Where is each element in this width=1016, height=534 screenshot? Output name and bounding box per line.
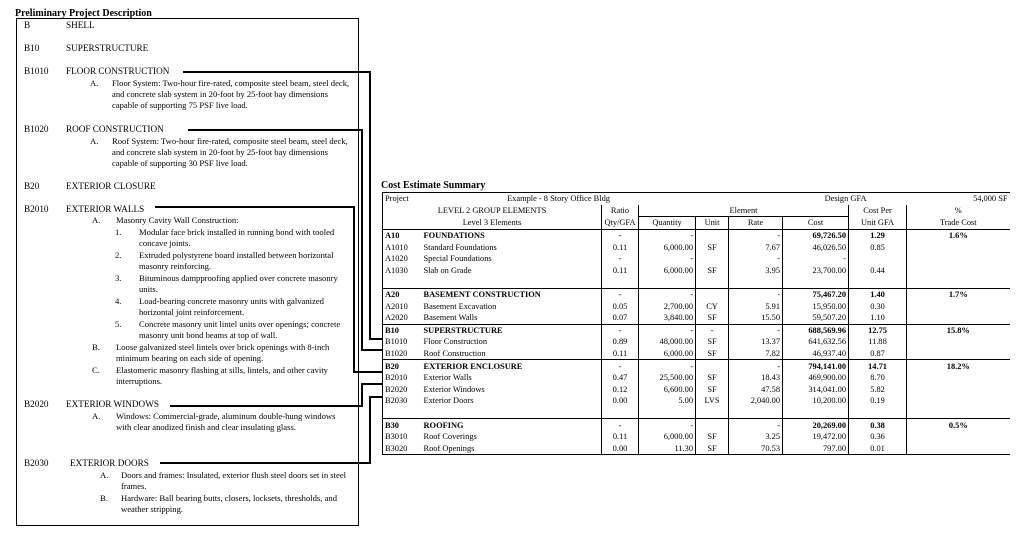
item-ratio: 0.00 (602, 442, 639, 454)
item-row (383, 395, 1010, 407)
item-rate: 2,040.00 (729, 395, 783, 407)
item-rate: 3.25 (729, 431, 783, 443)
item-rate: 47.58 (729, 384, 783, 396)
group-ratio: - (602, 419, 639, 431)
list-number: 4. (115, 296, 122, 306)
section-title: EXTERIOR DOORS (70, 458, 149, 468)
item-unit: LVS (696, 395, 729, 407)
item-ratio: 0.12 (602, 384, 639, 396)
item-unit: SF (696, 312, 729, 324)
item-unit: CY (696, 300, 729, 312)
cost-estimate-table (382, 192, 1010, 455)
group-quantity: - (639, 288, 696, 300)
group-rate: - (729, 324, 783, 336)
item-name: Exterior Windows (423, 384, 485, 394)
header-level3: Level 3 Elements (462, 218, 522, 228)
group-unit (696, 288, 729, 300)
list-number: 3. (115, 273, 122, 283)
group-cost: 688,569.96 (783, 324, 849, 336)
list-item-text: Concrete masonry unit lintel units over openings; concrete masonry unit bond beams at top of wall. (139, 319, 341, 341)
section-code: B1010 (24, 66, 49, 76)
item-quantity: 6,600.00 (639, 384, 696, 396)
list-item-text: Extruded polystyrene board installed between horizontal masonry reinforcing. (139, 250, 334, 272)
item-rate: 5.91 (729, 300, 783, 312)
item-row (383, 312, 1010, 324)
item-cost: 797.00 (783, 442, 849, 454)
item-cost-per-gfa: 0.19 (849, 395, 907, 407)
item-name: Exterior Walls (423, 373, 472, 383)
item-unit: SF (696, 241, 729, 253)
item-unit (696, 253, 729, 265)
item-ratio: 0.07 (602, 312, 639, 324)
group-ratio: - (602, 288, 639, 300)
group-cost: 794,141.00 (783, 360, 849, 372)
item-trade-pct (907, 241, 1010, 253)
connector-line (188, 129, 363, 131)
group-gap (383, 276, 1010, 288)
list-item-text: Load-bearing concrete masonry units with galvanized horizontal joint reinforcement. (139, 296, 324, 318)
item-ratio: - (602, 253, 639, 265)
header-qtygfa: Qty/GFA (602, 217, 639, 230)
item-ratio: 0.00 (602, 395, 639, 407)
header-rate: Rate (729, 217, 783, 230)
group-rate: - (729, 419, 783, 431)
item-quantity: 48,000.00 (639, 336, 696, 348)
group-trade-pct: 15.8% (907, 324, 1010, 336)
item-code: B1020 (385, 349, 408, 359)
group-name: FOUNDATIONS (423, 231, 485, 241)
group-code: B20 (385, 361, 399, 371)
section-title: EXTERIOR CLOSURE (66, 181, 156, 191)
item-cost-per-gfa: 0.30 (849, 300, 907, 312)
paragraph-marker: C. (92, 365, 100, 375)
item-trade-pct (907, 384, 1010, 396)
cost-summary-title: Cost Estimate Summary (381, 180, 486, 191)
item-name: Special Foundations (423, 254, 492, 264)
item-unit: SF (696, 348, 729, 360)
item-code: B2010 (385, 373, 408, 383)
group-cost: 75,467.20 (783, 288, 849, 300)
section-code: B2030 (24, 458, 49, 468)
item-row (383, 300, 1010, 312)
item-ratio: 0.89 (602, 336, 639, 348)
item-ratio: 0.47 (602, 372, 639, 384)
item-trade-pct (907, 348, 1010, 360)
item-code: A2010 (385, 301, 408, 311)
connector-line (183, 71, 371, 73)
section-code: B (24, 20, 31, 30)
group-rate: - (729, 229, 783, 241)
item-row (383, 265, 1010, 277)
section-title: EXTERIOR WINDOWS (66, 399, 159, 409)
group-row (383, 360, 1010, 372)
group-quantity: - (639, 324, 696, 336)
group-gap (383, 407, 1010, 419)
item-name: Basement Excavation (423, 301, 497, 311)
group-trade-pct: 1.6% (907, 229, 1010, 241)
group-row (383, 229, 1010, 241)
item-quantity: 2,700.00 (639, 300, 696, 312)
paragraph-text: Windows: Commercial-grade, aluminum double-hung windows with clear anodized finish and clear insulating glass. (116, 411, 336, 433)
group-rate: - (729, 360, 783, 372)
item-code: B2030 (385, 396, 408, 406)
section-title: EXTERIOR WALLS (66, 204, 145, 214)
connector-line (361, 129, 363, 351)
paragraph-marker: A. (90, 136, 99, 146)
item-trade-pct (907, 431, 1010, 443)
item-unit: SF (696, 372, 729, 384)
header-unit-gfa: Unit GFA (849, 217, 907, 230)
header-cost-per: Cost Per (849, 205, 907, 217)
item-name: Standard Foundations (423, 242, 497, 252)
item-quantity: 6,000.00 (639, 348, 696, 360)
item-code: B1010 (385, 337, 408, 347)
list-number: 2. (115, 250, 122, 260)
group-name: BASEMENT CONSTRUCTION (423, 290, 541, 300)
item-unit: SF (696, 384, 729, 396)
item-row (383, 442, 1010, 454)
group-cost-per-gfa: 1.40 (849, 288, 907, 300)
item-rate: 3.95 (729, 265, 783, 277)
item-name: Slab on Grade (423, 265, 472, 275)
item-name: Roof Openings (423, 443, 475, 453)
section-code: B1020 (24, 124, 49, 134)
group-code: A10 (385, 231, 400, 241)
item-code: B2020 (385, 384, 408, 394)
paragraph-marker: A. (90, 78, 99, 88)
connector-line (369, 396, 371, 464)
group-ratio: - (602, 229, 639, 241)
paragraph-text: Doors and frames: Insulated, exterior flush steel doors set in steel frames. (121, 470, 347, 492)
item-trade-pct (907, 300, 1010, 312)
group-quantity: - (639, 229, 696, 241)
item-cost-per-gfa: 5.82 (849, 384, 907, 396)
item-unit: SF (696, 442, 729, 454)
item-trade-pct (907, 265, 1010, 277)
item-cost-per-gfa: 0.44 (849, 265, 907, 277)
item-cost: 23,700.00 (783, 265, 849, 277)
group-cost-per-gfa: 1.29 (849, 229, 907, 241)
description-title: Preliminary Project Description (15, 8, 152, 19)
header-unit: Unit (696, 217, 729, 230)
group-name: SUPERSTRUCTURE (423, 325, 503, 335)
group-code: A20 (385, 290, 400, 300)
header-cost: Cost (783, 217, 849, 230)
header-quantity: Quantity (639, 217, 696, 230)
group-unit (696, 360, 729, 372)
item-quantity: 3,840.00 (639, 312, 696, 324)
item-cost: 15,950.00 (783, 300, 849, 312)
list-item-text: Modular face brick installed in running bond with tooled concave joints. (139, 227, 335, 249)
item-cost-per-gfa: 1.10 (849, 312, 907, 324)
section-title: SHELL (66, 20, 95, 30)
section-code: B20 (24, 181, 40, 191)
section-code: B10 (24, 43, 40, 53)
paragraph-marker: A. (100, 470, 109, 480)
connector-line (361, 383, 363, 407)
item-row (383, 384, 1010, 396)
item-name: Roof Construction (423, 349, 486, 359)
item-ratio: 0.11 (602, 265, 639, 277)
group-code: B30 (385, 420, 399, 430)
group-row (383, 324, 1010, 336)
project-name: Example - 8 Story Office Bldg (507, 194, 610, 204)
group-name: EXTERIOR ENCLOSURE (423, 361, 523, 371)
group-row (383, 419, 1010, 431)
item-trade-pct (907, 253, 1010, 265)
item-rate: - (729, 253, 783, 265)
item-cost-per-gfa: 8.70 (849, 372, 907, 384)
item-code: A1030 (385, 265, 408, 275)
item-cost-per-gfa: 11.88 (849, 336, 907, 348)
paragraph-text: Elastomeric masonry flashing at sills, lintels, and other cavity interruptions. (116, 365, 328, 387)
paragraph-text: Floor System: Two-hour fire-rated, composite steel beam, steel deck, and concrete slab system in 20-foot by 25-foot bay dimensions capable of supporting 75 PSF live load. (112, 78, 350, 111)
item-quantity: 25,500.00 (639, 372, 696, 384)
connector-line (155, 206, 355, 208)
paragraph-marker: A. (92, 215, 101, 225)
group-quantity: - (639, 419, 696, 431)
group-cost-per-gfa: 14.71 (849, 360, 907, 372)
item-unit: SF (696, 336, 729, 348)
item-ratio: 0.05 (602, 300, 639, 312)
group-unit (696, 229, 729, 241)
item-name: Basement Walls (423, 313, 478, 323)
item-name: Floor Construction (423, 337, 488, 347)
item-trade-pct (907, 336, 1010, 348)
group-ratio: - (602, 324, 639, 336)
item-unit: SF (696, 431, 729, 443)
item-name: Exterior Doors (423, 396, 474, 406)
group-rate: - (729, 288, 783, 300)
paragraph-marker: B. (100, 493, 108, 503)
item-cost-per-gfa (849, 253, 907, 265)
section-title: FLOOR CONSTRUCTION (66, 66, 170, 76)
item-trade-pct (907, 312, 1010, 324)
paragraph-text: Roof System: Two-hour fire-rated, composite steel beam, steel deck, and concrete slab system in 20-foot by 25-foot bay dimensions capable of supporting 30 PSF live load. (112, 136, 348, 169)
group-code: B10 (385, 325, 399, 335)
header-trade-cost: Trade Cost (907, 217, 1010, 230)
item-code: B3020 (385, 443, 408, 453)
item-cost: 641,632.56 (783, 336, 849, 348)
item-rate: 7.82 (729, 348, 783, 360)
item-quantity: 6,000.00 (639, 431, 696, 443)
group-cost-per-gfa: 12.75 (849, 324, 907, 336)
group-name: ROOFING (423, 420, 464, 430)
group-trade-pct: 0.5% (907, 419, 1010, 431)
item-quantity: - (639, 253, 696, 265)
connector-line (353, 206, 355, 373)
group-unit (696, 419, 729, 431)
item-row (383, 431, 1010, 443)
item-cost-per-gfa: 0.36 (849, 431, 907, 443)
item-trade-pct (907, 442, 1010, 454)
item-quantity: 6,000.00 (639, 241, 696, 253)
item-row (383, 336, 1010, 348)
item-ratio: 0.11 (602, 431, 639, 443)
group-quantity: - (639, 360, 696, 372)
header-ratio: Ratio (602, 205, 639, 217)
item-unit: SF (696, 265, 729, 277)
item-rate: 15.50 (729, 312, 783, 324)
item-quantity: 6,000.00 (639, 265, 696, 277)
project-label: Project (385, 194, 409, 204)
item-quantity: 5.00 (639, 395, 696, 407)
item-code: A1020 (385, 254, 408, 264)
section-title: ROOF CONSTRUCTION (66, 124, 164, 134)
design-gfa-value: 54,000 SF (973, 194, 1008, 204)
group-cost: 69,726.50 (783, 229, 849, 241)
item-cost: 314,041.00 (783, 384, 849, 396)
item-ratio: 0.11 (602, 348, 639, 360)
connector-line (361, 349, 382, 351)
list-number: 1. (115, 227, 122, 237)
group-ratio: - (602, 360, 639, 372)
item-quantity: 11.30 (639, 442, 696, 454)
paragraph-marker: A. (92, 411, 101, 421)
item-code: B3010 (385, 432, 408, 442)
header-pct: % (907, 205, 1010, 217)
item-code: A1010 (385, 242, 408, 252)
item-trade-pct (907, 395, 1010, 407)
paragraph-text: Hardware: Ball bearing butts, closers, locksets, thresholds, and weather stripping. (121, 493, 337, 515)
group-cost: 20,269.00 (783, 419, 849, 431)
section-code: B2010 (24, 204, 49, 214)
group-unit: - (696, 324, 729, 336)
item-cost: 59,507.20 (783, 312, 849, 324)
connector-line (170, 405, 363, 407)
group-row (383, 288, 1010, 300)
group-trade-pct: 1.7% (907, 288, 1010, 300)
item-row (383, 253, 1010, 265)
header-element: Element (639, 205, 849, 217)
header-level2: LEVEL 2 GROUP ELEMENTS (437, 206, 547, 216)
connector-line (369, 71, 371, 340)
group-trade-pct: 18.2% (907, 360, 1010, 372)
paragraph-text: Loose galvanized steel lintels over brick openings with 8-inch minimum bearing on each side of opening. (116, 342, 330, 364)
item-cost: 46,937.40 (783, 348, 849, 360)
connector-line (160, 462, 371, 464)
item-cost-per-gfa: 0.01 (849, 442, 907, 454)
item-cost: 10,200.00 (783, 395, 849, 407)
connector-line (369, 338, 382, 340)
group-cost-per-gfa: 0.38 (849, 419, 907, 431)
item-ratio: 0.11 (602, 241, 639, 253)
item-name: Roof Coverings (423, 432, 477, 442)
item-row (383, 241, 1010, 253)
item-cost: 469,900.00 (783, 372, 849, 384)
item-trade-pct (907, 372, 1010, 384)
connector-line (369, 396, 382, 398)
item-cost-per-gfa: 0.87 (849, 348, 907, 360)
paragraph-text: Masonry Cavity Wall Construction: (116, 215, 239, 225)
item-row (383, 372, 1010, 384)
item-cost: 19,472.00 (783, 431, 849, 443)
list-item-text: Bituminous dampproofing applied over concrete masonry units. (139, 273, 338, 295)
list-number: 5. (115, 319, 122, 329)
item-cost: - (783, 253, 849, 265)
item-cost-per-gfa: 0.85 (849, 241, 907, 253)
item-rate: 18.43 (729, 372, 783, 384)
item-rate: 13.37 (729, 336, 783, 348)
paragraph-marker: B. (92, 342, 100, 352)
section-code: B2020 (24, 399, 49, 409)
item-cost: 46,026.50 (783, 241, 849, 253)
section-title: SUPERSTRUCTURE (66, 43, 149, 53)
design-gfa-label: Design GFA (824, 194, 867, 204)
connector-line (353, 371, 382, 373)
item-rate: 70.53 (729, 442, 783, 454)
item-code: A2020 (385, 313, 408, 323)
connector-line (361, 383, 382, 385)
item-rate: 7.67 (729, 241, 783, 253)
item-row (383, 348, 1010, 360)
